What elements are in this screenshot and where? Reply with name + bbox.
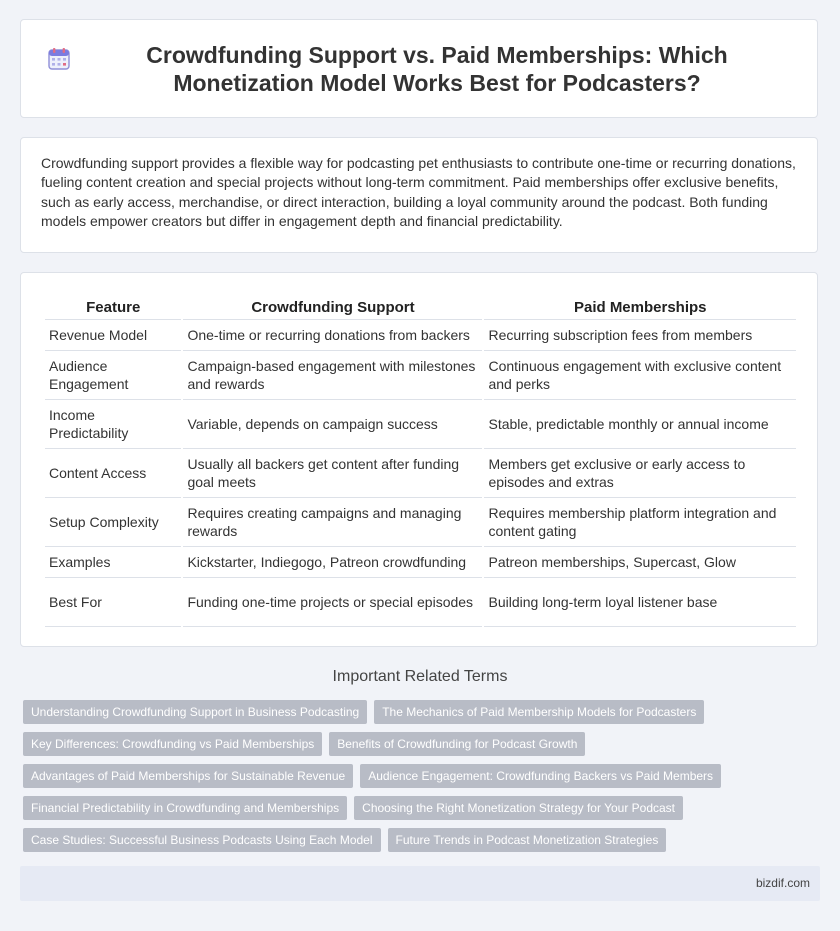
membership-cell: Requires membership platform integration and content gating	[484, 498, 796, 547]
crowdfunding-cell: Funding one-time projects or special episodes	[183, 578, 482, 627]
related-terms-title: Important Related Terms	[332, 668, 508, 685]
column-header-memberships: Paid Memberships	[484, 295, 796, 320]
related-term-link[interactable]: Case Studies: Successful Business Podcasts Using Each Model	[23, 828, 381, 852]
column-header-crowdfunding: Crowdfunding Support	[183, 295, 482, 320]
related-term-link[interactable]: Advantages of Paid Memberships for Sustainable Revenue	[23, 764, 353, 788]
related-term-link[interactable]: Financial Predictability in Crowdfunding and Memberships	[23, 796, 347, 820]
membership-cell: Stable, predictable monthly or annual income	[484, 400, 796, 449]
header-card	[20, 19, 818, 118]
comparison-table-card	[20, 272, 818, 647]
related-term-link[interactable]: Audience Engagement: Crowdfunding Backers vs Paid Members	[360, 764, 721, 788]
feature-cell: Content Access	[45, 449, 181, 498]
footer	[20, 866, 820, 901]
membership-cell: Members get exclusive or early access to episodes and extras	[484, 449, 796, 498]
feature-cell: Audience Engagement	[45, 351, 181, 400]
feature-cell: Setup Complexity	[45, 498, 181, 547]
crowdfunding-cell: One-time or recurring donations from backers	[183, 320, 482, 351]
related-terms-list	[23, 700, 823, 860]
crowdfunding-cell: Requires creating campaigns and managing rewards	[183, 498, 482, 547]
membership-cell: Patreon memberships, Supercast, Glow	[484, 547, 796, 578]
intro-card	[20, 137, 818, 253]
column-header-feature: Feature	[45, 295, 181, 320]
related-term-link[interactable]: Understanding Crowdfunding Support in Business Podcasting	[23, 700, 367, 724]
table-row	[45, 547, 796, 578]
membership-cell: Building long-term loyal listener base	[484, 578, 796, 627]
table-row	[45, 578, 796, 627]
related-term-link[interactable]: The Mechanics of Paid Membership Models for Podcasters	[374, 700, 704, 724]
comparison-table	[43, 295, 798, 627]
page-title: Crowdfunding Support vs. Paid Memberships: Which Monetization Model Works Best for Podcasters?	[146, 41, 728, 96]
feature-cell: Revenue Model	[45, 320, 181, 351]
membership-cell: Recurring subscription fees from members	[484, 320, 796, 351]
footer-site-link[interactable]: bizdif.com	[755, 876, 810, 890]
calendar-icon	[47, 47, 71, 71]
table-row	[45, 400, 796, 449]
related-term-link[interactable]: Benefits of Crowdfunding for Podcast Growth	[329, 732, 585, 756]
membership-cell: Continuous engagement with exclusive content and perks	[484, 351, 796, 400]
crowdfunding-cell: Variable, depends on campaign success	[183, 400, 482, 449]
table-row	[45, 449, 796, 498]
crowdfunding-cell: Kickstarter, Indiegogo, Patreon crowdfunding	[183, 547, 482, 578]
crowdfunding-cell: Usually all backers get content after funding goal meets	[183, 449, 482, 498]
related-term-link[interactable]: Key Differences: Crowdfunding vs Paid Memberships	[23, 732, 322, 756]
feature-cell: Best For	[45, 578, 181, 627]
table-row	[45, 498, 796, 547]
feature-cell: Examples	[45, 547, 181, 578]
related-term-link[interactable]: Future Trends in Podcast Monetization Strategies	[388, 828, 667, 852]
table-row	[45, 351, 796, 400]
feature-cell: Income Predictability	[45, 400, 181, 449]
related-term-link[interactable]: Choosing the Right Monetization Strategy for Your Podcast	[354, 796, 683, 820]
crowdfunding-cell: Campaign-based engagement with milestones and rewards	[183, 351, 482, 400]
intro-paragraph: Crowdfunding support provides a flexible way for podcasting pet enthusiasts to contribute one-time or recurring donations, fueling content creation and special projects without long-term commitment. Paid memberships offer exclusive benefits, such as early access, merchandise, or direct interaction, building a loyal community around the podcast. Both funding models empower creators but differ in engagement depth and financial predictability.	[41, 155, 796, 230]
table-header-row	[45, 295, 796, 320]
table-row	[45, 320, 796, 351]
